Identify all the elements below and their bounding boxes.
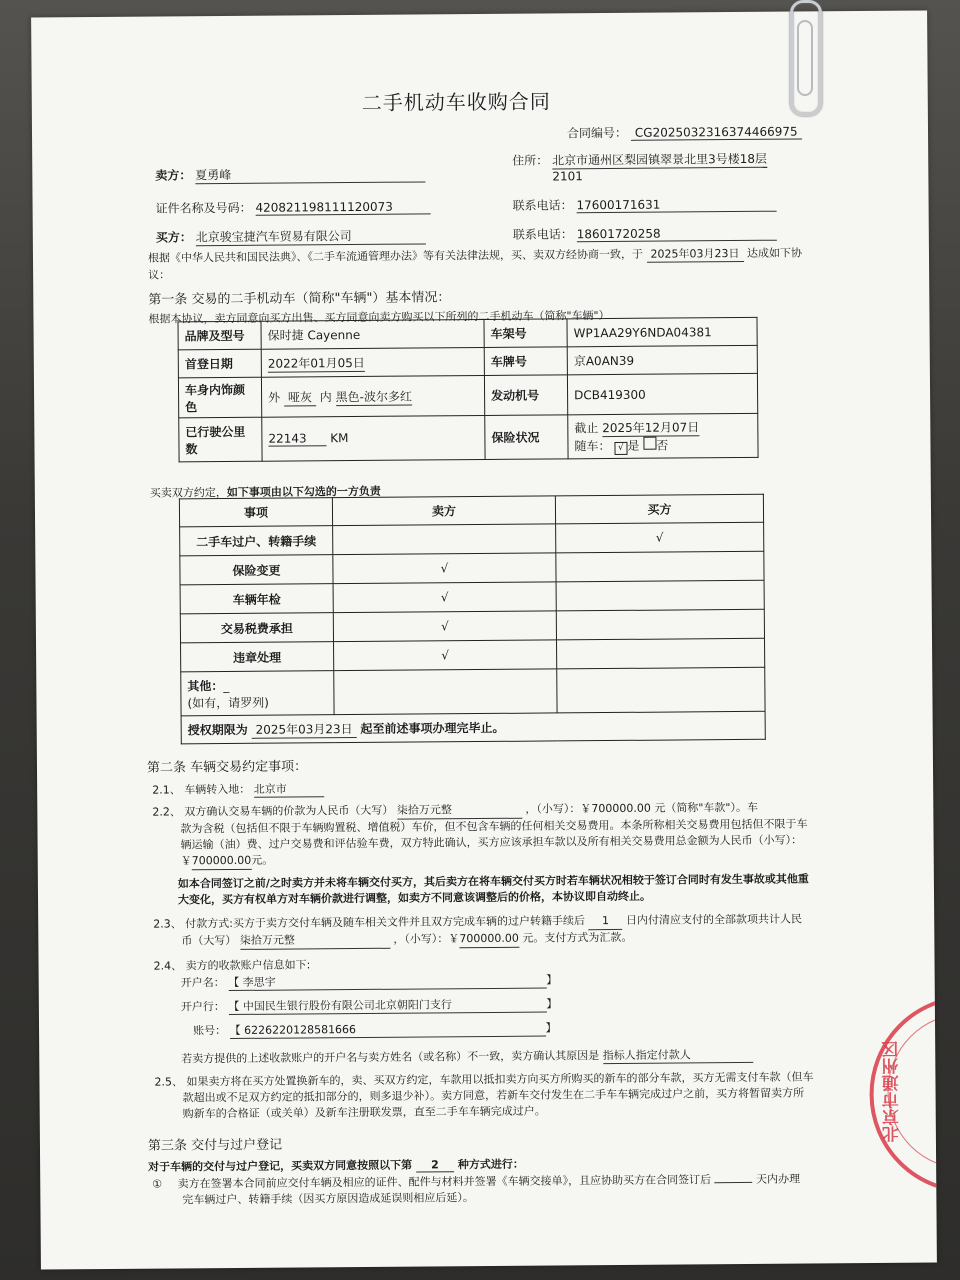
engine-value: DCB419300 bbox=[567, 373, 757, 414]
authorization-date: 2025年03月23日 bbox=[251, 720, 356, 739]
resp-header-item: 事项 bbox=[179, 498, 332, 527]
seller-row: 卖方： 夏勇峰 bbox=[155, 164, 425, 184]
buyer-name: 北京骏宝捷汽车贸易有限公司 bbox=[196, 226, 426, 246]
insurance-cell: 截止 2025年12月07日 随车： √ 是 否 bbox=[568, 413, 758, 458]
page-title: 二手机动车收购合同 bbox=[361, 89, 551, 115]
contract-number-value: CG20250323163744669​75 bbox=[631, 124, 802, 140]
brand-label: 品牌及型号 bbox=[178, 321, 261, 350]
buyer-phone-row: 联系电话： 18601720258 bbox=[513, 224, 777, 243]
article-3-clause-1: ① 卖方在签署本合同前应交付车辆及相应的证件、配件与材料并签署《车辆交接单》，且应协助买方在合同签订后 天内办理 完车辆过户、转籍手续（因买方原因造成延误则相应后延）。 bbox=[152, 1172, 801, 1207]
article-3-title: 第三条 交付与过户登记 bbox=[147, 1137, 283, 1154]
transfer-days-blank bbox=[715, 1182, 753, 1183]
resp-insurance-seller: √ bbox=[333, 553, 556, 584]
seller-id: 420821198111120073 bbox=[255, 199, 430, 215]
seller-id-row: 证件名称及号码： 420821198111120073 bbox=[156, 197, 431, 216]
reg-date-label: 首登日期 bbox=[178, 349, 261, 378]
vin-value: WP1AA29Y6NDA04381 bbox=[567, 317, 757, 346]
price-upper: 柒拾万元整 bbox=[397, 802, 522, 820]
account-bank: 【 中国民生银行股份有限公司北京朝阳门支行 bbox=[228, 996, 546, 1015]
buyer-row: 买方： 北京骏宝捷汽车贸易有限公司 bbox=[156, 226, 426, 246]
responsibility-table bbox=[179, 494, 766, 745]
resp-header-seller: 卖方 bbox=[332, 496, 555, 526]
transfer-destination: 北京市 bbox=[254, 780, 324, 798]
account-name: 【 李思宇 bbox=[228, 972, 546, 991]
interior-color: 黑色-波尔多红 bbox=[335, 389, 413, 404]
resp-transfer-buyer: √ bbox=[556, 522, 764, 553]
seller-address-2: 2101 bbox=[552, 169, 583, 184]
preamble-line-2: 议： bbox=[148, 268, 171, 282]
color-label: 车身内饰颜色 bbox=[178, 377, 261, 418]
clause-2-4: 2.4、 卖方的收款账户信息如下: bbox=[153, 958, 311, 973]
resp-item-insurance: 保险变更 bbox=[180, 555, 333, 585]
contract-number: 合同编号： CG20250323163744669​75 bbox=[567, 122, 802, 141]
preamble-line-1: 根据《中华人民共和国民法典》、《二手车流通管理办法》等有关法律法规，买、卖双方经协商一致，于 2025年03月23日 达成如下协 bbox=[147, 246, 803, 265]
delivery-option: 2 bbox=[416, 1158, 454, 1172]
account-bank-row: 开户行： 【 中国民生银行股份有限公司北京朝阳门支行 】 bbox=[180, 997, 558, 1014]
resp-insurance-buyer bbox=[556, 551, 764, 582]
plate-value: 京A0AN39 bbox=[567, 345, 757, 374]
account-number-row: 账号： 【 6226220128581666 】 bbox=[193, 1021, 557, 1038]
resp-item-inspection: 车辆年检 bbox=[180, 584, 333, 614]
brand-value: 保时捷 Cayenne bbox=[261, 319, 484, 349]
payment-lower: 700000.00 bbox=[459, 931, 519, 948]
insurance-cutoff: 2025年12月07日 bbox=[602, 419, 700, 435]
seller-address-row: 住所： 北京市通州区梨园镇翠景北里3号楼18层 2101 bbox=[512, 151, 768, 184]
article-1-intro: 根据本协议，卖方同意向买方出售、买方同意向卖方购买以下所列的二手机动车（简称"车辆"） bbox=[148, 309, 610, 326]
resp-tax-buyer bbox=[556, 609, 764, 640]
resp-item-tax: 交易税费承担 bbox=[180, 613, 333, 643]
resp-other-seller bbox=[334, 669, 557, 715]
payment-days: 1 bbox=[588, 913, 622, 930]
article-2-title: 第二条 车辆交易约定事项： bbox=[146, 759, 308, 776]
clause-2-5: 2.5、 如果卖方将在买方处置换新车的，卖、买双方约定，车款用以抵扣卖方向买方所购买的新车的部分车款，买方无需支付车款（但车 款超出或不足双方约定的抵扣部分的，则多退少补）。卖方同意，若新车交付发生在二手车车辆完成过户之前，买方将暂留卖方所 购新车的合格证（或关单）及新车注册联发票，直至二手车车辆完成过户。 bbox=[154, 1070, 814, 1121]
resp-item-violation: 违章处理 bbox=[181, 642, 334, 672]
bold-clause: 如本合同签订之前/之时卖方并未将车辆交付买方，其后卖方在将车辆交付买方时若车辆状况相较于签订合同时有发生事故或其他重 大变化，买方有权单方对车辆价款进行调整，如卖方不同意该调整后的价格，本协议即自动终止。 bbox=[177, 872, 809, 907]
payment-upper: 柒拾万元整 bbox=[240, 932, 390, 950]
resp-violation-seller: √ bbox=[334, 640, 557, 671]
company-seal-text: 北京市通州区 bbox=[882, 1040, 903, 1143]
insurance-label: 保险状况 bbox=[485, 415, 568, 460]
reg-date-cell bbox=[261, 347, 484, 377]
total-amount: 700000.00 bbox=[192, 853, 252, 870]
resp-inspection-buyer bbox=[556, 580, 764, 611]
seller-phone-row: 联系电话： 17600171631 bbox=[513, 195, 777, 214]
resp-other-cell: 其他：_ (如有，请罗列) bbox=[181, 671, 334, 716]
seller-address: 北京市通州区梨园镇翠景北里3号楼18层 bbox=[552, 151, 768, 168]
resp-item-transfer: 二手车过户、转籍手续 bbox=[180, 526, 333, 556]
vehicle-info-table bbox=[177, 317, 758, 463]
account-name-row: 开户名： 【 李思宇 】 bbox=[180, 973, 558, 990]
resp-violation-buyer bbox=[557, 638, 765, 669]
insurance-yes-checkbox[interactable]: √ bbox=[614, 441, 627, 454]
clause-2-1: 2.1、 车辆转入地： 北京市 bbox=[152, 780, 324, 798]
resp-inspection-seller: √ bbox=[333, 582, 556, 613]
paper-clip-inner-icon bbox=[797, 20, 813, 96]
contract-page bbox=[31, 11, 937, 1270]
authorization-row: 授权期限为 2025年03月23日 起至前述事项办理完毕止。 bbox=[181, 711, 765, 744]
responsibility-intro: 买卖双方约定，如下事项由以下勾选的一方负责 bbox=[149, 484, 381, 500]
insurance-no-checkbox[interactable] bbox=[643, 436, 656, 449]
plate-label: 车牌号 bbox=[484, 347, 567, 376]
seller-phone: 17600171631 bbox=[576, 197, 776, 214]
buyer-phone: 18601720258 bbox=[577, 226, 777, 243]
article-1-title: 第一条 交易的二手机动车（简称"车辆"）基本情况： bbox=[148, 290, 451, 308]
mileage-label: 已行驶公里数 bbox=[179, 417, 262, 462]
price-lower: 700000.00 bbox=[591, 801, 651, 816]
engine-label: 发动机号 bbox=[484, 375, 567, 416]
vin-label: 车架号 bbox=[484, 319, 567, 348]
exterior-color: 哑灰 bbox=[284, 388, 316, 406]
preamble-date: 2025年03月23日 bbox=[646, 245, 743, 263]
clause-2-2: 2.2、 双方确认交易车辆的价款为人民币（大写） 柒拾万元整 ，（小写）：￥700000.00 元（简称"车款"）。车 款为含税（包括但不限于车辆购置税、增值税）车价，但不包含车辆的任何相关交易费用。本条所称相关交易费用包括但不限于车 辆运输（油）费、过户交易费和评估验车费，双方特此确认，买方应该承担车款以及所有相关交易费用总金额为人民币（小写）： ￥700000.00元。 bbox=[152, 799, 807, 870]
account-reason: 指标人指定付款人 bbox=[603, 1046, 753, 1064]
mileage-cell: 22143 KM bbox=[262, 415, 485, 461]
account-number: 【 6226220128581666 bbox=[229, 1020, 545, 1039]
article-3-intro: 对于车辆的交付与过户登记，买卖双方同意按照以下第 2 种方式进行： bbox=[148, 1157, 524, 1174]
seller-name: 夏勇峰 bbox=[195, 164, 425, 184]
reg-date-value: 2022年01月05日 bbox=[267, 355, 365, 371]
account-note: 若卖方提供的上述收款账户的开户名与卖方姓名（或名称）不一致，卖方确认其原因是 指标人指定付款人 bbox=[181, 1046, 753, 1067]
resp-other-buyer bbox=[557, 667, 765, 713]
resp-tax-seller: √ bbox=[333, 611, 556, 642]
color-cell: 外 哑灰 内 黑色-波尔多红 bbox=[261, 375, 484, 417]
mileage-value: 22143 bbox=[268, 431, 326, 446]
resp-header-buyer: 买方 bbox=[555, 494, 763, 524]
resp-transfer-seller bbox=[333, 524, 556, 555]
clause-2-3: 2.3、 付款方式:买方于卖方交付车辆及随车相关文件并且双方完成车辆的过户转籍手续后 1 日内付清应支付的全部款项共计人民 币（大写） 柒拾万元整 ，（小写）：￥700000.00 元。支付方式为汇款。 bbox=[153, 912, 802, 951]
